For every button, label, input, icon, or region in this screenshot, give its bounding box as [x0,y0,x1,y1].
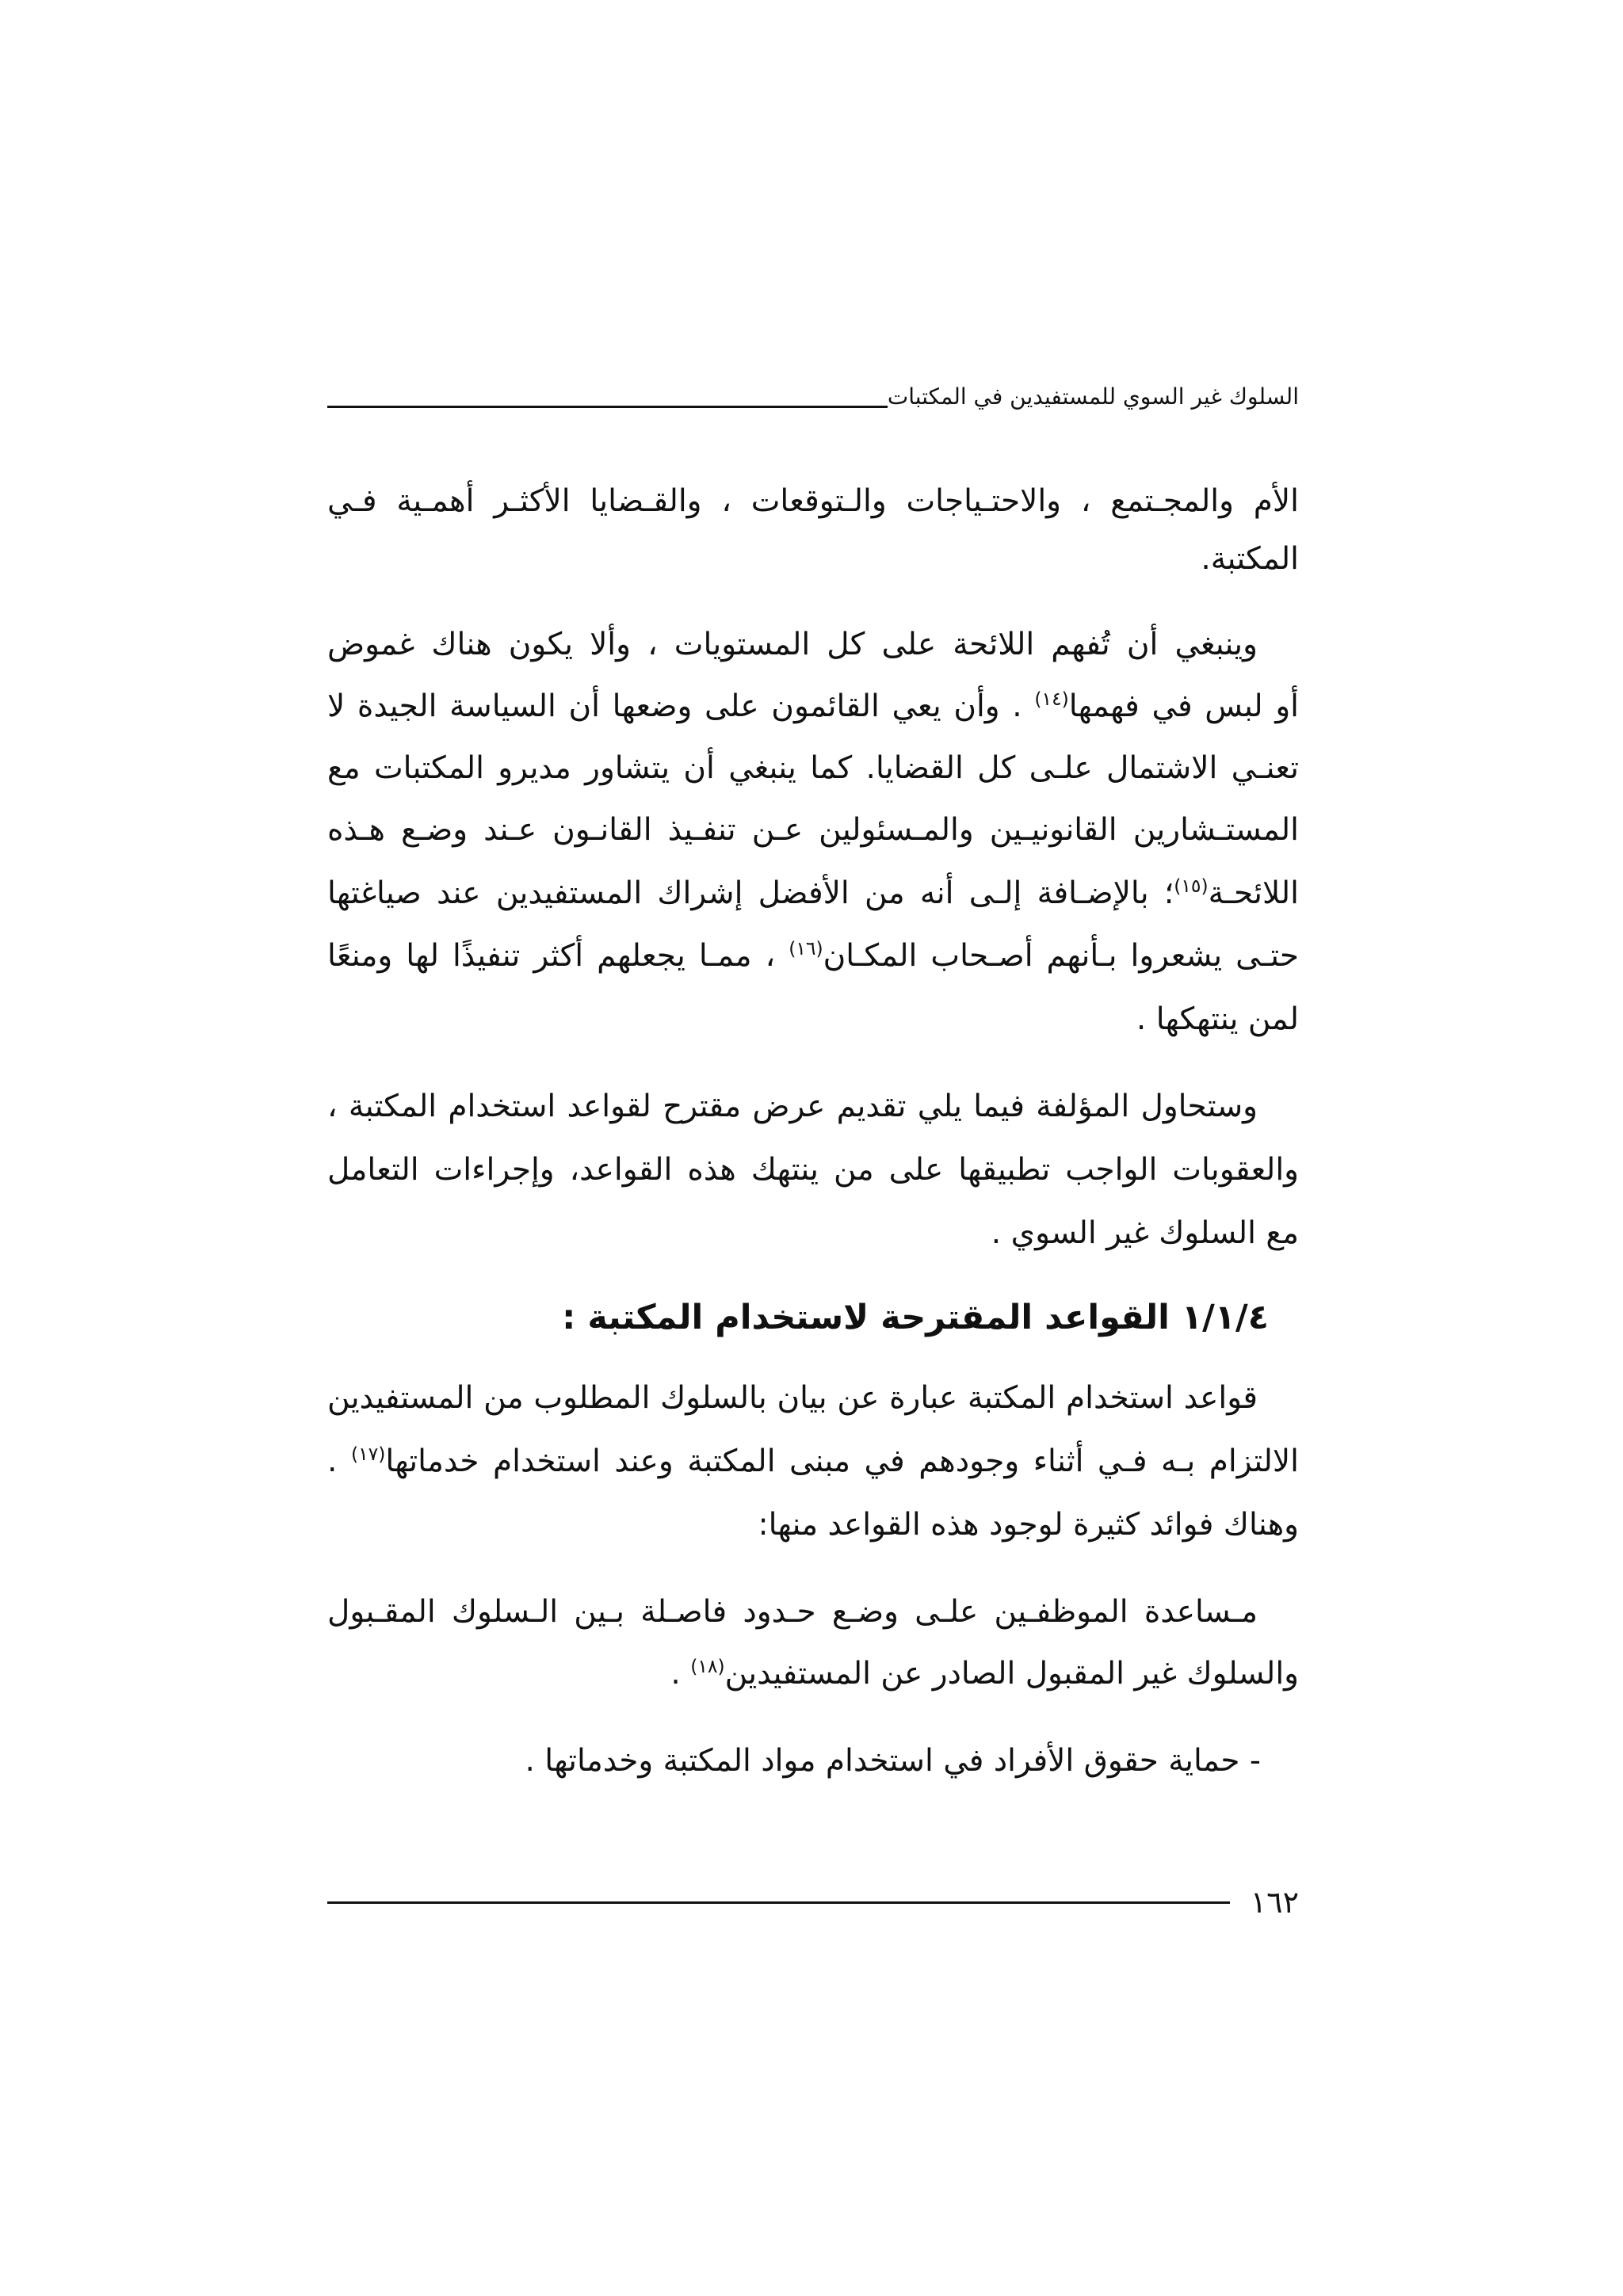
body-text-line [327,679,1299,734]
page-footer [327,1884,1299,1920]
body-text-line: المكتبة. [1201,541,1299,577]
body-text-line: وستحاول المؤلفة فيما يلي تقديم عرض مقترح لقواعد استخدام المكتبة ، [327,1089,1258,1124]
footnote-reference: (١٦) [789,937,823,959]
body-text-line [327,1434,1299,1489]
body-text-line: لمن ينتهكها . [1136,1001,1299,1037]
footnote-reference: (١٤) [1034,688,1069,710]
header-rule [327,406,888,408]
body-text-line [327,1646,1299,1702]
line-text: اللائحـة [1208,875,1299,911]
line-text: الالتزام بـه فـي أثناء وجودهم في مبنى المكتبة وعند استخدام خدماتها [385,1444,1299,1479]
body-text-line: تعنـي الاشتمال علـى كل القضايا. كما ينبغي أن يتشاور مديرو المكتبات مع [327,750,1299,786]
running-header [327,380,1299,414]
section-heading-text: ١/١/٤ القواعد المقترحة لاستخدام المكتبة : [562,1298,1269,1337]
footer-rule [327,1901,1230,1904]
body-text-line: قواعد استخدام المكتبة عبارة عن بيان بالسلوك المطلوب من المستفيدين [327,1380,1258,1416]
line-text: ؛ بالإضـافة إلـى أنه من الأفضل إشراك المستفيدين عند صياغتها [327,875,1174,911]
line-text: . [327,1444,351,1479]
page-number: ١٦٢ [1250,1885,1299,1920]
body-text-line: الأم والمجـتمع ، والاحتـياجات والـتوقعات ، والقـضايا الأكثـر أهمـية فـي [327,483,1299,519]
body-text-line: وهناك فوائد كثيرة لوجود هذه القواعد منها: [758,1507,1299,1543]
body-text-line [327,866,1299,921]
line-text: . وأن يعي القائمون على وضعها أن السياسة الجيدة لا [327,688,1035,724]
body-text-line: وينبغي أن تُفهم اللائحة على كل المستويات ، وألا يكون هناك غموض [327,627,1258,662]
section-heading [546,1290,1269,1345]
line-text: ، ممـا يجعلهم أكثر تنفيذًا لها ومنعًا [327,938,789,974]
line-text: . [670,1656,691,1691]
body-text-line: مـساعدة الموظفـين علـى وضـع حـدود فاصـلة بـين الـسلوك المقـبول [327,1594,1258,1630]
footnote-reference: (١٥) [1174,875,1209,897]
body-text-line: والعقوبات الواجب تطبيقها على من ينتهك هذه القواعد، وإجراءات التعامل [327,1152,1299,1188]
line-text: أو لبس في فهمها [1068,688,1299,724]
footnote-reference: (١٨) [690,1655,725,1677]
line-text: والسلوك غير المقبول الصادر عن المستفيدين [724,1656,1299,1691]
running-header-title: السلوك غير السوي للمستفيدين في المكتبات [887,383,1299,410]
body-text-line [327,929,1299,984]
list-item: - حماية حقوق الأفراد في استخدام مواد المكتبة وخدماتها . [525,1743,1261,1779]
body-text-line: المستـشارين القانونيـين والمـسئولين عـن تنفـيذ القانـون عـند وضـع هـذه [327,812,1299,848]
footnote-reference: (١٧) [350,1443,386,1465]
body-text-line: مع السلوك غير السوي . [991,1215,1299,1251]
line-text: حتـى يشعروا بـأنهم أصـحاب المكـان [823,938,1299,974]
